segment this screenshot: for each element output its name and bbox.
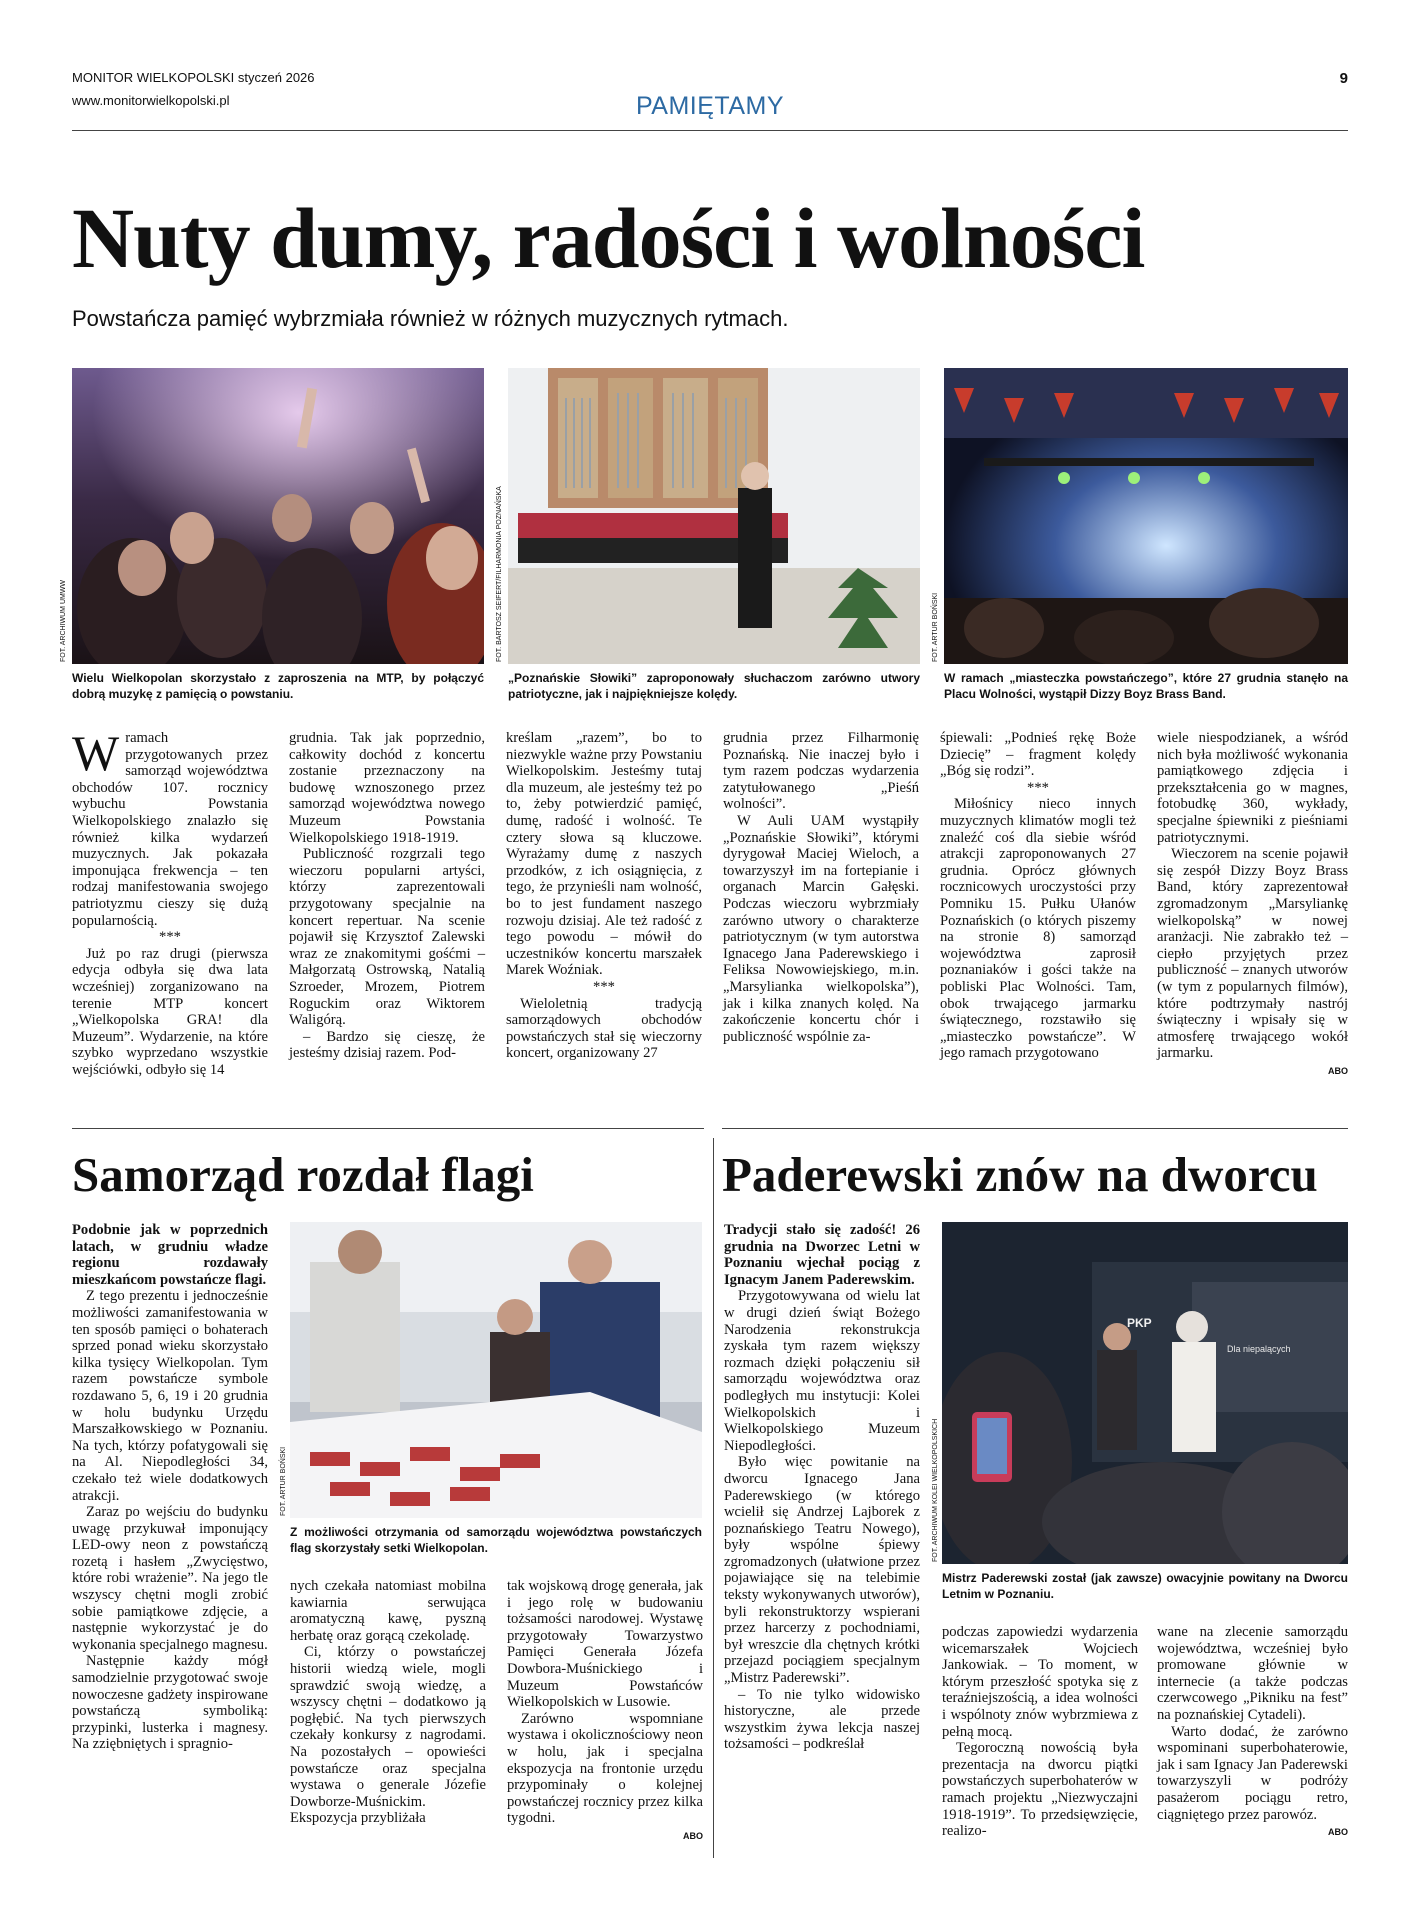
section-title: PAMIĘTAMY bbox=[635, 92, 785, 120]
photo5-caption: Mistrz Paderewski został (jak zawsze) owacyjnie powitany na Dworcu Letnim w Poznaniu. bbox=[942, 1571, 1348, 1601]
article3-signature: ABO bbox=[1328, 1827, 1348, 1838]
article1-column-3: kreślam „razem”, bo to niezwykle ważne przy Powstaniu Wielkopolskim. Jesteśmy tutaj dla muzeum, ale jesteśmy też po to, żeby potwierdzić pamięć, dumę, radość i wolność. Te cztery słowa są kluczowe. Wyrażamy dumę z naszych przodków, z ich osiągnięcia, z tego, że przynieśli nam wolność, bo to jest fundament naszego rozwoju dzisiaj. Ale też radość z tego powodu – mówił do uczestników koncertu marszałek Marek Woźniak. *** Wieloletnią tradycją samorządowych obchodów powstańczych stał się wieczorny koncert, organizowany 27 bbox=[506, 730, 702, 1062]
article2-column-2: nych czekała natomiast mobilna kawiarnia serwująca aromatyczną kawę, pyszną herbatę oraz gorącą czekoladę. Ci, którzy o powstańczej historii wiedzą wiele, mogli sprawdzić swoją wiedzę, a wszyscy chętni – dodatkowo ją pogłębić. Na tych pierwszych czekały konkursy z nagrodami. Na pozostałych – opowieści powstańcze oraz specjalna wystawa o generale Józefie Dowborze-Muśnickim. Ekspozycja przybliżała bbox=[290, 1578, 486, 1827]
article3-lead: Tradycji stało się zadość! 26 grudnia na Dworzec Letni w Poznaniu wjechał pociąg z Ignacym Janem Paderewskim. bbox=[724, 1222, 920, 1288]
article2-column-3: tak wojskową drogę generała, jak i jego rolę w budowaniu tożsamości narodowej. Wystawę przygotowały Towarzystwo Pamięci Generała Józefa Dowbora-Muśnickiego i Muzeum Powstańców Wielkopolskich w Lusowie. Zarówno wspomniane wystawa i okolicznościowy neon w holu, jak i specjalna ekspozycja na frontonie urzędu przypominały o kolejnej powstańczej rocznicy przez kilka tygodni. ABO bbox=[507, 1578, 703, 1841]
photo-brass-band-stage bbox=[944, 368, 1348, 664]
article1-title: Nuty dumy, radości i wolności bbox=[72, 190, 1145, 286]
photo4-caption: Z możliwości otrzymania od samorządu województwa powstańczych flag skorzystały setki Wielkopolan. bbox=[290, 1525, 702, 1555]
photo3-caption: W ramach „miasteczka powstańczego”, które 27 grudnia stanęło na Placu Wolności, wystąpił Dizzy Boyz Brass Band. bbox=[944, 671, 1348, 701]
article1-column-2: grudnia. Tak jak poprzednio, całkowity dochód z koncertu zostanie przeznaczony na budowę wznoszonego przez samorząd województwa nowego Muzeum Powstania Wielkopolskiego 1918-1919. Publiczność rozgrzali tego wieczoru popularni artyści, którzy zaprezentowali przygotowany specjalnie na koncert repertuar. Na scenie pojawił się Krzysztof Zalewski wraz ze znakomitymi gośćmi – Małgorzatą Ostrowską, Natalią Szroeder, Mrozem, Piotrem Roguckim oraz Wiktorem Waligórą. – Bardzo się cieszę, że jesteśmy dzisiaj razem. Pod- bbox=[289, 730, 485, 1062]
photo5-credit: FOT. ARCHIWUM KOLEI WIELKOPOLSKICH bbox=[932, 1418, 939, 1562]
section-divider-right bbox=[722, 1128, 1348, 1129]
photo2-credit: FOT. BARTOSZ SEIFERT/FILHARMONIA POZNAŃSKA bbox=[496, 486, 503, 662]
photo1-credit: FOT. ARCHIWUM UMWW bbox=[60, 579, 67, 662]
column-divider bbox=[713, 1138, 714, 1858]
article3-column-2: podczas zapowiedzi wydarzenia wicemarszałek Wojciech Jankowiak. – To moment, w którym przeszłość spotyka się z teraźniejszością, a idea wolności i wspólnoty znów wybrzmiewa z pełną mocą. Tegoroczną nowością była prezentacja na dworcu piątki powstańczych superbohaterów w ramach projektu „Niezwyczajni 1918-1919”. To przedsięwzięcie, realizo- bbox=[942, 1624, 1138, 1840]
article2-title: Samorząd rozdał flagi bbox=[72, 1147, 534, 1202]
article2-lead: Podobnie jak w poprzednich latach, w grudniu władze regionu rozdawały mieszkańcom powstańcze flagi. bbox=[72, 1222, 268, 1288]
article3-column-3: wane na zlecenie samorządu województwa, wcześniej było promowane głównie w internecie (a także podczas czerwcowego „Pikniku na fest” na poznańskiej Cytadeli). Warto dodać, że zarówno wspominani superbohaterowie, jak i sam Ignacy Jan Paderewski towarzyszyli w podróży pasażerom pociągu retro, ciągniętego przez parowóz. ABO bbox=[1157, 1624, 1348, 1838]
photo3-credit: FOT. ARTUR BOŃSKI bbox=[932, 592, 939, 662]
article1-signature: ABO bbox=[1328, 1065, 1348, 1076]
publication-name: MONITOR WIELKOPOLSKI styczeń 2026 bbox=[72, 70, 315, 85]
train-sign-no-smoking: Dla niepalących bbox=[1227, 1344, 1291, 1354]
article1-column-1: W ramach przygotowanych przez samorząd województwa obchodów 107. rocznicy wybuchu Powstania Wielkopolskiego znalazło się również kilka wydarzeń muzycznych. Jak pokazała imponująca frekwencja – ten rodzaj manifestowania swojego patriotyzmu cieszy się dużą popularnością. *** Już po raz drugi (pierwsza edycja odbyła się dwa lata wcześniej) zorganizowano na terenie MTP koncert „Wielkopolska GRA! dla Muzeum”. Wydarzenie, na które szybko wyprzedano wszystkie wejściówki, odbyło się 14 bbox=[72, 725, 268, 1078]
photo-flags-hall bbox=[290, 1222, 702, 1518]
article1-subtitle: Powstańcza pamięć wybrzmiała również w różnych muzycznych rytmach. bbox=[72, 306, 789, 331]
publication-url[interactable]: www.monitorwielkopolski.pl bbox=[72, 93, 230, 108]
article2-signature: ABO bbox=[683, 1830, 703, 1841]
article1-column-5: śpiewali: „Podnieś rękę Boże Dziecię” – fragment kolędy „Bóg się rodzi”. *** Miłośnicy nieco innych muzycznych klimatów mogli też znaleźć coś dla siebie wśród atrakcji zaproponowanych 27 grudnia. Oprócz głównych rocznicowych uroczystości przy Pomniku 15. Pułku Ułanów Poznańskich (o których piszemy na stronie 8) samorząd województwa zaprosił poznaniaków i gości także na pobliski Plac Wolności. Tam, obok trwającego jarmarku świątecznego, rozstawiło się „miasteczko powstańcze”. W jego ramach przygotowano bbox=[940, 730, 1136, 1062]
photo2-caption: „Poznańskie Słowiki” zaproponowały słuchaczom zarówno utwory patriotyczne, jak i najpiękniejsze kolędy. bbox=[508, 671, 920, 701]
article2-column-1: Podobnie jak w poprzednich latach, w grudniu władze regionu rozdawały mieszkańcom powstańcze flagi. Z tego prezentu i jednocześnie możliwości zamanifestowania w ten sposób pamięci o bohaterach sprzed ponad wieku skorzystało kilka tysięcy Wielkopolan. Tym razem powstańcze symbole rozdawano 5, 6, 19 i 20 grudnia w holu budynku Urzędu Marszałkowskiego w Poznaniu. Na tych, którzy pofatygowali się na Al. Niepodległości 34, czekało też wiele dodatkowych atrakcji. Zaraz po wejściu do budynku uwagę przykuwał imponujący LED-owy neon z powstańczą rozetą i hasłem „Zwycięstwo, które robi wrażenie”. Na jego tle wszyscy chętni mogli zrobić sobie pamiątkowe zdjęcie, a następnie wykorzystać je do wykonania specjalnego magnesu. Następnie każdy mógł samodzielnie przygotować swoje nowoczesne gadżety inspirowane powstańczą symboliką: przypinki, lusterka i magnesy. Na zziębniętych i spragnio- bbox=[72, 1222, 268, 1753]
photo4-credit: FOT. ARTUR BOŃSKI bbox=[280, 1446, 287, 1516]
article1-dropcap: W bbox=[72, 725, 120, 781]
photo1-caption: Wielu Wielkopolan skorzystało z zaproszenia na MTP, by połączyć dobrą muzykę z pamięcią o powstaniu. bbox=[72, 671, 484, 701]
article3-title: Paderewski znów na dworcu bbox=[722, 1147, 1318, 1202]
train-sign-pkp: PKP bbox=[1127, 1316, 1152, 1330]
article1-column-4: grudnia przez Filharmonię Poznańską. Nie inaczej było i tym razem podczas wydarzenia zatytułowanego „Pieśń wolności”. W Auli UAM wystąpiły „Poznańskie Słowiki”, którymi dyrygował Maciej Wieloch, a towarzyszył im na fortepianie i organach Marcin Gałęski. Podczas wieczoru wybrzmiały zarówno utwory o charakterze patriotycznym (w tym autorstwa Ignacego Jana Paderewskiego i Feliksa Nowowiejskiego, m.in. „Marsylianka wielkopolska”), jak i kilka znanych kolęd. Na zakończenie koncertu chór i publiczność wspólnie za- bbox=[723, 730, 919, 1045]
photo-concert-crowd bbox=[72, 368, 484, 664]
article1-column-6: wiele niespodzianek, a wśród nich była możliwość wykonania pamiątkowego zdjęcia i przekształcenia go w magnes, fotobudkę 360, wykłady, specjalne śpiewniki z pieśniami patriotycznymi. Wieczorem na scenie pojawił się zespół Dizzy Boyz Brass Band, który zaprezentował zgromadzonym „Marsyliankę wielkopolską” w nowej aranżacji. Nie zabrakło też – ciepło przyjętych przez publiczność – znanych utworów (w tym z popularnych filmów), które podtrzymały nastrój świąteczny i wpisały się w atmosferę trwającego wokół jarmarku. ABO bbox=[1157, 730, 1348, 1076]
header-divider bbox=[72, 130, 1348, 131]
photo-choir-organ bbox=[508, 368, 920, 664]
photo-paderewski-station bbox=[942, 1222, 1348, 1564]
page-number: 9 bbox=[1339, 70, 1348, 87]
section-divider-left bbox=[72, 1128, 704, 1129]
article3-column-1: Tradycji stało się zadość! 26 grudnia na Dworzec Letni w Poznaniu wjechał pociąg z Ignacym Janem Paderewskim. Przygotowywana od wielu lat w drugi dzień świąt Bożego Narodzenia rekonstrukcja zyskała tym razem większy rozmach dzięki połączeniu sił samorządu województwa oraz podległych mu instytucji: Kolei Wielkopolskich i Wielkopolskiego Muzeum Niepodległości. Było więc powitanie na dworcu Ignacego Jana Paderewskiego (w którego wcielił się Andrzej Lajborek z poznańskiego Teatru Nowego), były wspólne śpiewy zgromadzonych (ułatwione przez pojawiające się na telebimie teksty wykonywanych utworów), byli rekonstruktorzy wspierani przez harcerzy z pochodniami, był wreszcie dla chętnych krótki przejazd pociągiem specjalnym „Mistrz Paderewski”. – To nie tylko widowisko historyczne, ale przede wszystkim żywa lekcja naszej tożsamości – podkreślał bbox=[724, 1222, 920, 1753]
